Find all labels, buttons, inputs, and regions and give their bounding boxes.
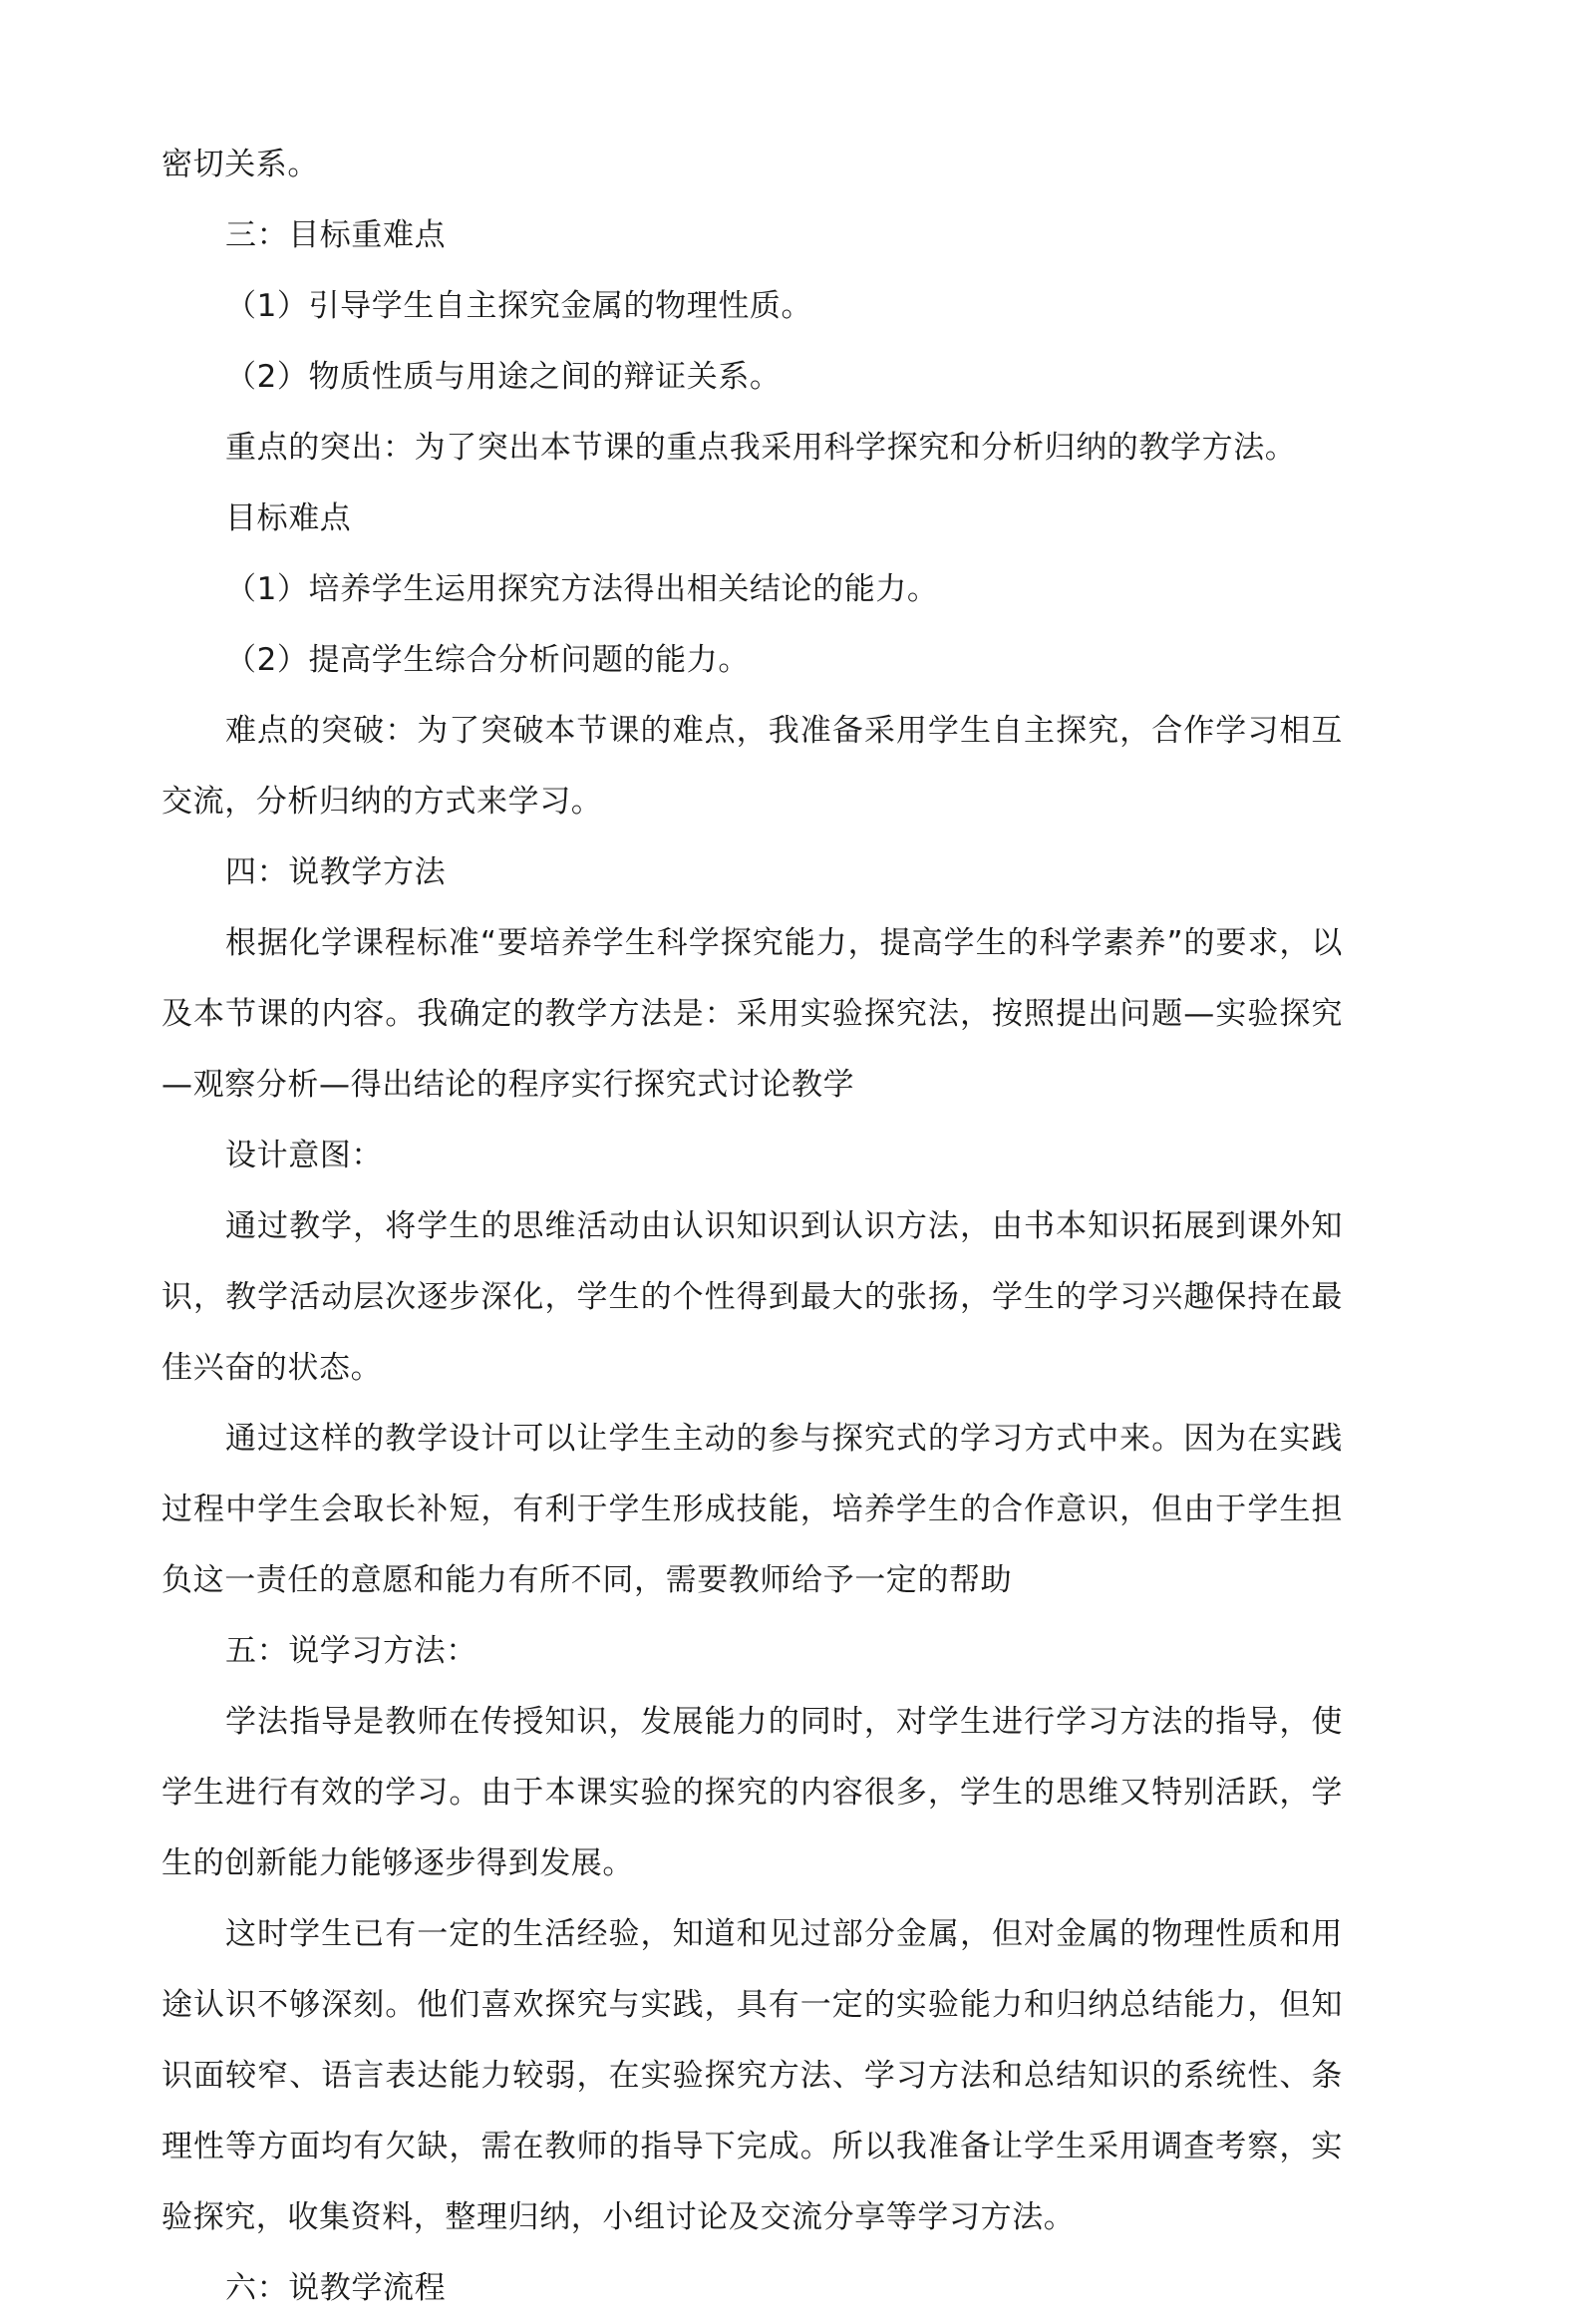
section-heading-four: 四：说教学方法 [225, 854, 447, 890]
design-intent-heading: 设计意图： [225, 1138, 383, 1173]
document-body [161, 130, 1343, 2324]
section-heading-three: 三：目标重难点 [225, 217, 447, 253]
design-intent-body-1: 通过教学，将学生的思维活动由认识知识到认识方法，由书本知识拓展到课外知识，教学活动层次逐步深化，学生的个性得到最大的张扬，学生的学习兴趣保持在最佳兴奋的状态。 [161, 1208, 1343, 1386]
difficulty-breakthrough: 难点的突破：为了突破本节课的难点，我准备采用学生自主探究，合作学习相互交流，分析归纳的方式来学习。 [161, 713, 1343, 820]
section-heading-six: 六：说教学流程 [225, 2270, 447, 2306]
paragraph-continuation: 密切关系。 [161, 147, 319, 182]
objective-item-1: （1）引导学生自主探究金属的物理性质。 [225, 288, 813, 324]
teaching-method-body: 根据化学课程标准“要培养学生科学探究能力，提高学生的科学素养”的要求，以及本节课的内容。我确定的教学方法是：采用实验探究法，按照提出问题—实验探究—观察分析—得出结论的程序实行探究式讨论教学 [161, 925, 1343, 1103]
design-intent-body-2: 通过这样的教学设计可以让学生主动的参与探究式的学习方式中来。因为在实践过程中学生会取长补短，有利于学生形成技能，培养学生的合作意识，但由于学生担负这一责任的意愿和能力有所不同，需要教师给予一定的帮助 [161, 1421, 1343, 1598]
learning-method-body-1: 学法指导是教师在传授知识，发展能力的同时，对学生进行学习方法的指导，使学生进行有效的学习。由于本课实验的探究的内容很多，学生的思维又特别活跃，学生的创新能力能够逐步得到发展。 [161, 1704, 1343, 1881]
difficulty-item-1: （1）培养学生运用探究方法得出相关结论的能力。 [225, 571, 939, 607]
key-point-highlight: 重点的突出：为了突出本节课的重点我采用科学探究和分析归纳的教学方法。 [225, 430, 1297, 466]
objective-item-2: （2）物质性质与用途之间的辩证关系。 [225, 359, 782, 395]
section-heading-five: 五：说学习方法： [225, 1633, 477, 1669]
objective-difficulty-heading: 目标难点 [225, 500, 352, 536]
learning-method-body-2: 这时学生已有一定的生活经验，知道和见过部分金属，但对金属的物理性质和用途认识不够深刻。他们喜欢探究与实践，具有一定的实验能力和归纳总结能力，但知识面较窄、语言表达能力较弱，在实验探究方法、学习方法和总结知识的系统性、条理性等方面均有欠缺，需在教师的指导下完成。所以我准备让学生采用调查考察，实验探究，收集资料，整理归纳，小组讨论及交流分享等学习方法。 [161, 1916, 1343, 2235]
difficulty-item-2: （2）提高学生综合分析问题的能力。 [225, 642, 750, 678]
